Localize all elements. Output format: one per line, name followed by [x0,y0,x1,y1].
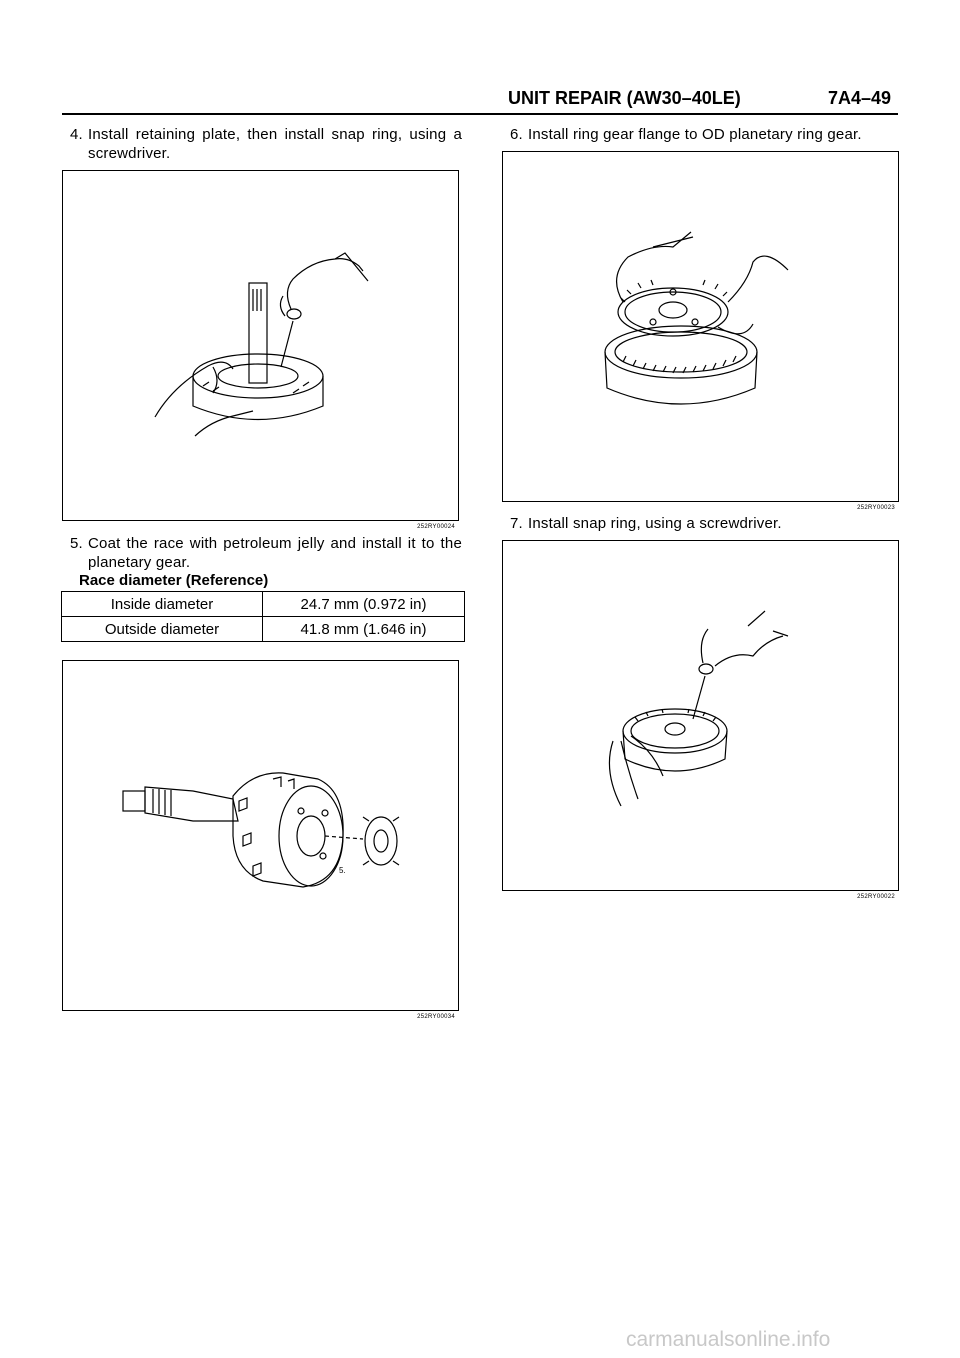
step-text: Install retaining plate, then install snap ring, using a screwdriver. [88,126,462,162]
step-4 [70,125,462,163]
step-7 [510,514,902,533]
figure-snap-ring-od [502,540,899,900]
spec-label: Inside diameter [62,592,263,617]
illustration-snap-ring-install [63,171,460,522]
footer-watermark[interactable]: carmanualsonline.info [626,1328,831,1351]
race-diameter-heading: Race diameter (Reference) [79,572,269,589]
illustration-snap-ring-od [503,541,900,892]
figure-code: 252RY00024 [417,524,455,530]
illustration-ring-gear-flange [503,152,900,503]
step-number: 4. [70,126,83,143]
table-row [62,617,465,642]
page-header-title: UNIT REPAIR (AW30–40LE) [508,88,741,108]
step-text: Install snap ring, using a screwdriver. [528,515,782,532]
spec-label: Outside diameter [62,617,263,642]
step-5 [70,534,462,572]
figure-planetary-race [62,660,459,1020]
step-text: Install ring gear flange to OD planetary ring gear. [528,126,862,143]
step-number: 6. [510,126,523,143]
callout-label: 5. [339,866,346,875]
step-text: Coat the race with petroleum jelly and install it to the planetary gear. [88,535,462,571]
spec-value: 41.8 mm (1.646 in) [263,617,465,642]
figure-code: 252RY00034 [417,1014,455,1020]
step-6 [510,125,902,144]
header-rule [62,113,898,115]
step-number: 7. [510,515,523,532]
page-number: 7A4–49 [828,88,892,108]
figure-retaining-plate [62,170,459,530]
step-number: 5. [70,535,83,552]
figure-ring-gear-flange [502,151,899,511]
figure-code: 252RY00022 [857,894,895,900]
spec-value: 24.7 mm (0.972 in) [263,592,465,617]
table-row [62,592,465,617]
figure-code: 252RY00023 [857,505,895,511]
illustration-race-planetary-gear [63,661,460,1012]
race-diameter-table [61,591,465,642]
